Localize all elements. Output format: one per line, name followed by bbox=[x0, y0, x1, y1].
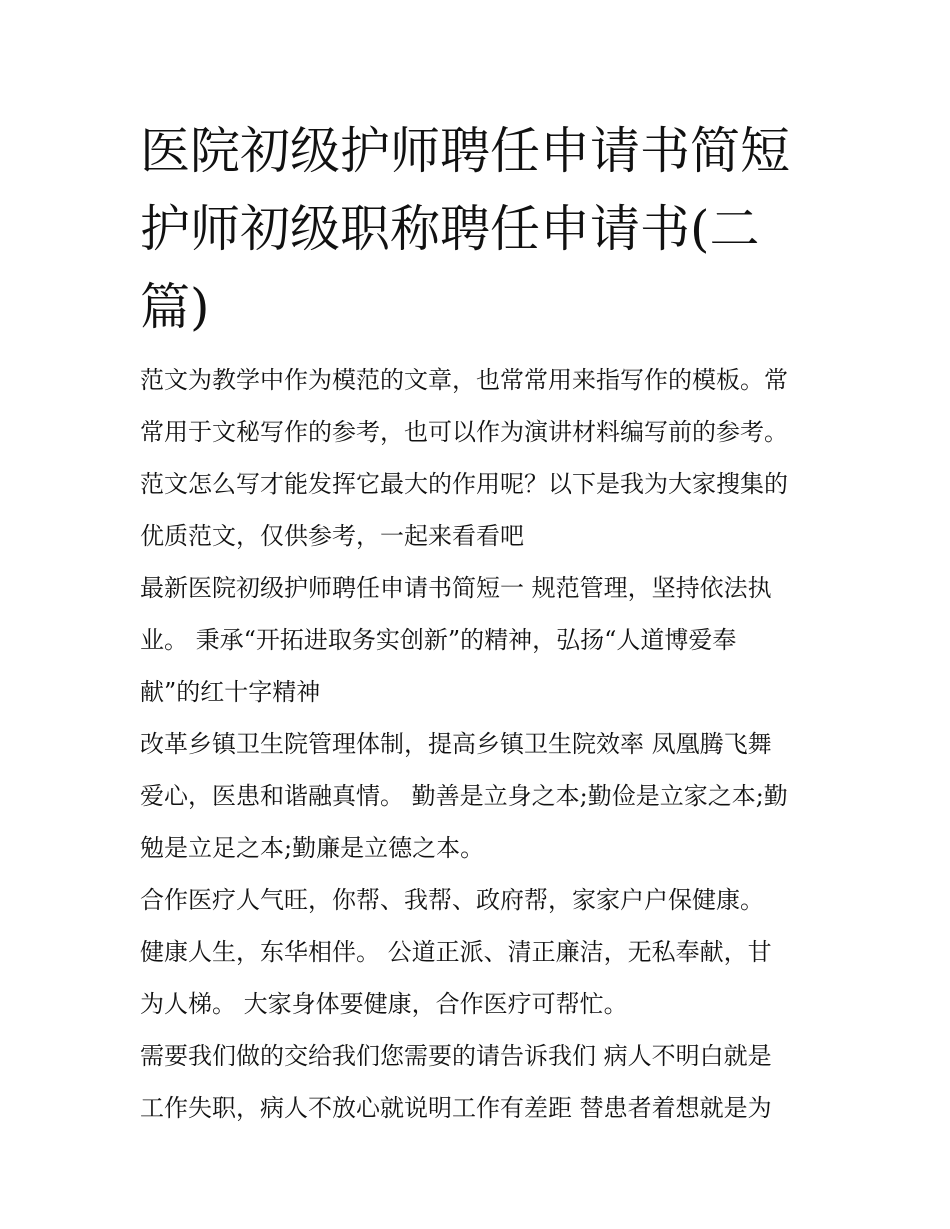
text-line: 合作医疗人气旺，你帮、我帮、政府帮，家家户户保健康。 bbox=[140, 886, 764, 914]
title-line: 护师初级职称聘任申请书(二 bbox=[140, 200, 760, 258]
document-body bbox=[140, 354, 830, 1134]
text-line: 健康人生，东华相伴。 公道正派、清正廉洁，无私奉献，甘 bbox=[140, 938, 772, 966]
text-line: 常用于文秘写作的参考，也可以作为演讲材料编写前的参考。 bbox=[140, 418, 788, 446]
text-line: 为人梯。 大家身体要健康，合作医疗可帮忙。 bbox=[140, 990, 628, 1018]
text-line: 勉是立足之本;勤廉是立德之本。 bbox=[140, 834, 485, 862]
text-line: 优质范文，仅供参考，一起来看看吧 bbox=[140, 522, 524, 550]
text-line: 范文怎么写才能发挥它最大的作用呢？以下是我为大家搜集的 bbox=[140, 470, 788, 498]
text-line: 献”的红十字精神 bbox=[140, 678, 321, 706]
text-line: 需要我们做的交给我们您需要的请告诉我们 病人不明白就是 bbox=[140, 1042, 772, 1070]
title-line: 篇) bbox=[140, 278, 210, 336]
paragraph-intro bbox=[140, 354, 830, 562]
text-line: 工作失职，病人不放心就说明工作有差距 替患者着想就是为 bbox=[140, 1094, 772, 1122]
paragraph-1 bbox=[140, 562, 830, 718]
text-line: 业。 秉承“开拓进取务实创新”的精神，弘扬“人道博爱奉 bbox=[140, 626, 737, 654]
paragraph-3 bbox=[140, 874, 830, 1030]
paragraph-4 bbox=[140, 1030, 830, 1134]
text-line: 最新医院初级护师聘任申请书简短一 规范管理，坚持依法执 bbox=[140, 574, 772, 602]
title-line: 医院初级护师聘任申请书简短 bbox=[140, 122, 790, 180]
text-line: 爱心，医患和谐融真情。 勤善是立身之本;勤俭是立家之本;勤 bbox=[140, 782, 788, 810]
text-line: 范文为教学中作为模范的文章，也常常用来指写作的模板。常 bbox=[140, 366, 788, 394]
paragraph-2 bbox=[140, 718, 830, 874]
text-line: 改革乡镇卫生院管理体制，提高乡镇卫生院效率 凤凰腾飞舞 bbox=[140, 730, 772, 758]
document-title bbox=[140, 112, 820, 346]
